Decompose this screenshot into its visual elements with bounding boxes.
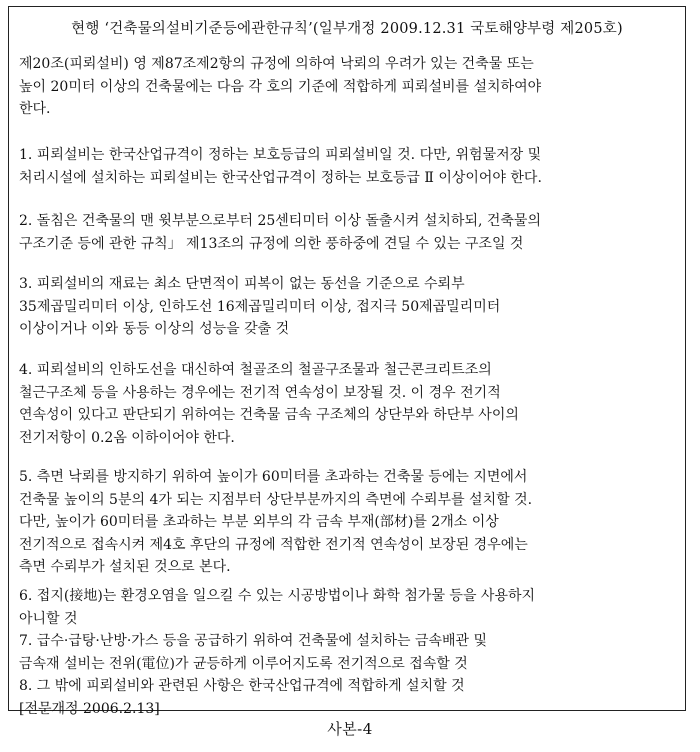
text-line: 5. 측면 낙뢰를 방지하기 위하여 높이가 60미터를 초과하는 건축물 등에는 지면에서 — [19, 469, 528, 485]
text-line: 8. 그 밖에 피뢰설비와 관련된 사항은 한국산업규격에 적합하게 설치할 것 — [19, 678, 465, 694]
item-3-paragraph — [19, 273, 679, 341]
revision-note: [전문개정 2006.2.13] — [19, 700, 160, 717]
items-6-8-paragraph — [19, 585, 679, 720]
text-line: 연속성이 있다고 판단되기 위하여는 건축물 금속 구조체의 상단부와 하단부 사이의 — [19, 407, 519, 423]
text-line: 한다. — [19, 101, 51, 117]
item-2-paragraph — [19, 210, 679, 255]
text-line: 제20조(피뢰설비) 영 제87조제2항의 규정에 의하여 낙뢰의 우려가 있는 건축물 또는 — [19, 56, 534, 72]
text-line: 전기저항이 0.2옴 이하이어야 한다. — [19, 429, 235, 446]
document-frame — [8, 6, 686, 717]
text-line: 다만, 높이가 60미터를 초과하는 부분 외부의 각 금속 부재(部材)를 2개소 이상 — [19, 514, 499, 530]
text-line: 전기적으로 접속시켜 제4호 후단의 규정에 적합한 전기적 연속성이 보장된 경우에는 — [19, 536, 528, 553]
text-line: 3. 피뢰설비의 재료는 최소 단면적이 피복이 없는 동선을 기준으로 수뢰부 — [19, 276, 465, 292]
text-line: 6. 접지(接地)는 환경오염을 일으킬 수 있는 시공방법이나 화학 첨가물 등을 사용하지 — [19, 588, 536, 604]
text-line: 구조기준 등에 관한 규칙」 제13조의 규정에 의한 풍하중에 견딜 수 있는 구조일 것 — [19, 235, 524, 252]
text-line: 측면 수뢰부가 설치된 것으로 본다. — [19, 559, 231, 575]
text-line: 2. 돌침은 건축물의 맨 윗부분으로부터 25센티미터 이상 돌출시켜 설치하되, 건축물의 — [19, 213, 541, 229]
item-5-paragraph — [19, 466, 679, 579]
text-line: 이상이거나 이와 동등 이상의 성능을 갖출 것 — [19, 321, 290, 337]
text-line: 금속재 설비는 전위(電位)가 균등하게 이루어지도록 전기적으로 접속할 것 — [19, 655, 468, 672]
document-title: 현행 ‘건축물의설비기준등에관한규칙’(일부개정 2009.12.31 국토해양부령 제205호) — [71, 21, 623, 37]
text-line: 35제곱밀리미터 이상, 인하도선 16제곱밀리미터 이상, 접지극 50제곱밀리미터 — [19, 298, 501, 315]
text-line: 7. 급수·급탕·난방·가스 등을 공급하기 위하여 건축물에 설치하는 금속배관 및 — [19, 633, 488, 649]
text-line: 철근구조체 등을 사용하는 경우에는 전기적 연속성이 보장될 것. 이 경우 전기적 — [19, 384, 501, 401]
text-line: 아니할 것 — [19, 610, 78, 627]
item-4-paragraph — [19, 359, 679, 449]
text-line: 4. 피뢰설비의 인하도선을 대신하여 철골조의 철골구조물과 철근콘크리트조의 — [19, 362, 492, 378]
text-line: 건축물 높이의 5분의 4가 되는 지점부터 상단부분까지의 측면에 수뢰부를 설치할 것. — [19, 491, 533, 508]
text-line: 1. 피뢰설비는 한국산업규격이 정하는 보호등급의 피뢰설비일 것. 다만, 위험물저장 및 — [19, 147, 542, 163]
page-label: 사본-4 — [327, 720, 373, 738]
article-intro-paragraph — [19, 53, 679, 121]
text-line: 처리시설에 설치하는 피뢰설비는 한국산업규격이 정하는 보호등급 Ⅱ 이상이어야 한다. — [19, 169, 542, 186]
item-1-paragraph — [19, 144, 679, 189]
text-line: 높이 20미터 이상의 건축물에는 다음 각 호의 기준에 적합하게 피뢰설비를 설치하여야 — [19, 78, 542, 95]
